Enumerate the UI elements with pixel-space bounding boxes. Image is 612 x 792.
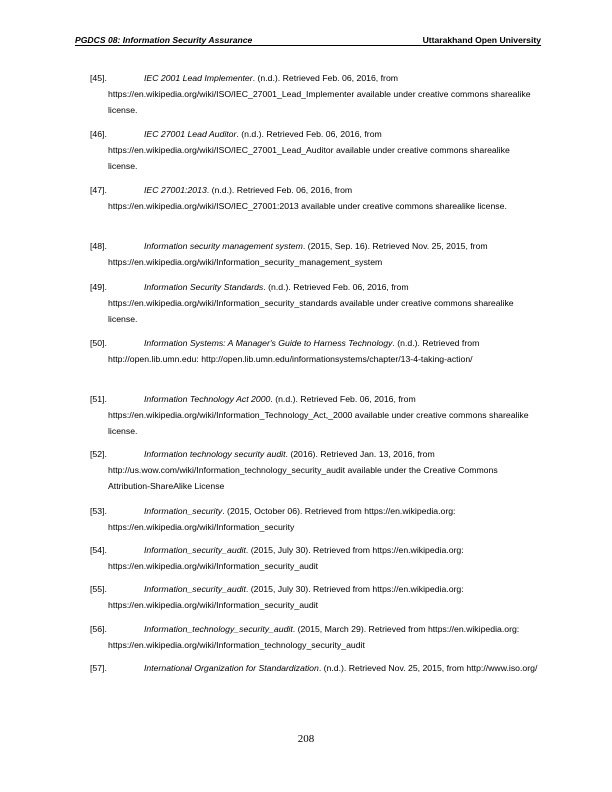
reference-item [90,581,540,613]
reference-number: [46]. [90,129,107,139]
reference-title: Information Technology Act 2000 [144,394,271,404]
header-university: Uttarakhand Open University [422,35,541,45]
reference-title: IEC 27001:2013 [144,185,207,195]
reference-item [90,446,540,494]
reference-number: [54]. [90,545,107,555]
reference-title: Information_security_audit [144,545,246,555]
reference-title: Information_technology_security_audit [144,624,293,634]
reference-number: [51]. [90,394,107,404]
reference-title: International Organization for Standardization [144,663,319,673]
reference-title: IEC 2001 Lead Implementer [144,73,253,83]
reference-title: Information Systems: A Manager's Guide to Harness Technology [144,338,393,348]
reference-details: . (n.d.). Retrieved Feb. 06, 2016, from https://en.wikipedia.org/wiki/ISO/IEC_27001_Lead_Implementer available under creative commons sharealike license. [108,73,531,115]
reference-number: [47]. [90,185,107,195]
reference-item [90,660,540,676]
reference-item [90,182,540,214]
reference-title: Information technology security audit [144,449,286,459]
reference-title: Information Security Standards [144,282,264,292]
reference-details: . (2015, Sep. 16). Retrieved Nov. 25, 2015, from https://en.wikipedia.org/wiki/Information_security_management_system [108,241,488,267]
reference-item [90,238,540,270]
reference-title: IEC 27001 Lead Auditor [144,129,237,139]
reference-title: Information_security_audit [144,584,246,594]
header-rule [75,45,541,46]
reference-number: [50]. [90,338,107,348]
reference-number: [57]. [90,663,107,673]
reference-number: [55]. [90,584,107,594]
reference-item [90,126,540,174]
reference-item [90,391,540,439]
reference-item [90,335,540,367]
reference-number: [52]. [90,449,107,459]
page-number: 208 [297,733,315,745]
reference-details: . (n.d.). Retrieved Feb. 06, 2016, from https://en.wikipedia.org/wiki/ISO/IEC_27001_Lead_Auditor available under creative commons sharealike license. [108,129,510,171]
reference-details: . (n.d.). Retrieved Feb. 06, 2016, from https://en.wikipedia.org/wiki/Information_security_standards available under creative commons sharealike license. [108,282,514,324]
reference-item [90,279,540,327]
reference-title: Information security management system [144,241,303,251]
reference-item [90,621,540,653]
reference-details: . (n.d.). Retrieved from http://open.lib.umn.edu: http://open.lib.umn.edu/informationsystems/chapter/13-4-taking-action/ [108,338,480,364]
reference-number: [53]. [90,506,107,516]
header-course-title: PGDCS 08: Information Security Assurance [75,35,253,45]
page-header [75,32,541,46]
reference-number: [45]. [90,73,107,83]
reference-details: . (2015, July 30). Retrieved from https://en.wikipedia.org: https://en.wikipedia.org/wiki/Information_security_audit [108,584,464,610]
reference-number: [49]. [90,282,107,292]
reference-number: [56]. [90,624,107,634]
reference-title: Information_security [144,506,223,516]
reference-details: . (n.d.). Retrieved Nov. 25, 2015, from http://www.iso.org/ [318,663,538,673]
reference-details: . (n.d.). Retrieved Feb. 06, 2016, from https://en.wikipedia.org/wiki/Information_Technology_Act,_2000 available under creative commons sharealike license. [108,394,529,436]
reference-item [90,542,540,574]
reference-item [90,70,540,118]
reference-details: . (2015, July 30). Retrieved from https://en.wikipedia.org: https://en.wikipedia.org/wiki/Information_security_audit [108,545,464,571]
reference-item [90,503,540,535]
reference-details: . (2015, March 29). Retrieved from https://en.wikipedia.org: https://en.wikipedia.org/wiki/Information_technology_security_audit [108,624,520,650]
reference-details: . (n.d.). Retrieved Feb. 06, 2016, from https://en.wikipedia.org/wiki/ISO/IEC_27001:2013 available under creative commons sharealike license. [108,185,507,211]
reference-details: . (2016). Retrieved Jan. 13, 2016, from http://us.wow.com/wiki/Information_technology_security_audit available under the Creative Commons Attribution-ShareAlike License [108,449,498,491]
reference-details: . (2015, October 06). Retrieved from https://en.wikipedia.org: https://en.wikipedia.org/wiki/Information_security [108,506,456,532]
reference-number: [48]. [90,241,107,251]
